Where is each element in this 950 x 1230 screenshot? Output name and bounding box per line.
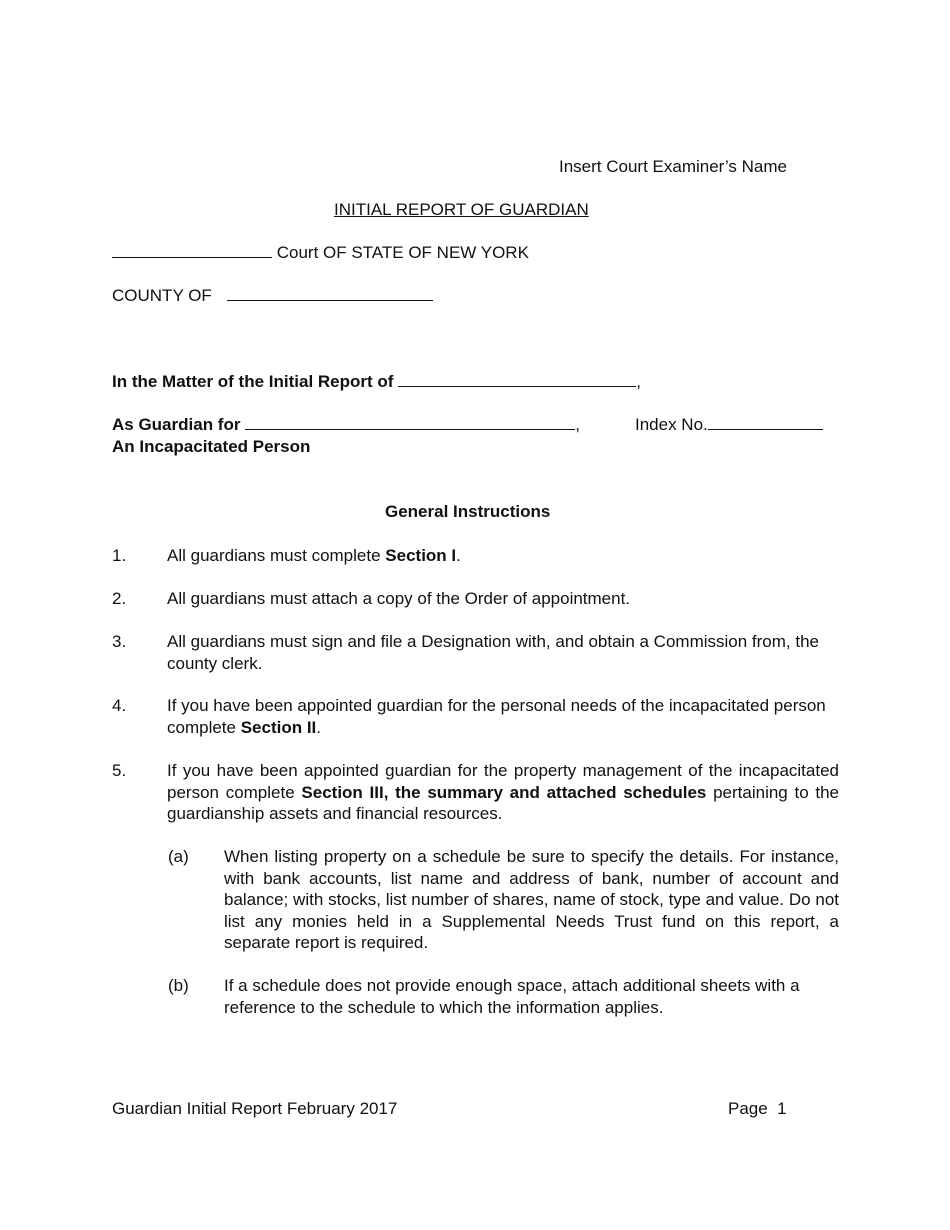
matter-label: In the Matter of the Initial Report of — [112, 372, 394, 391]
footer-document-info: Guardian Initial Report February 2017 — [112, 1099, 398, 1118]
list-item-bold: Section III, the summary and attached schedules — [301, 782, 707, 802]
guardian-for-label: As Guardian for — [112, 415, 241, 434]
list-item — [167, 631, 827, 674]
court-line — [112, 242, 529, 263]
court-name-blank[interactable] — [112, 242, 272, 258]
sub-item-label: (b) — [168, 976, 189, 995]
court-examiner-name: Insert Court Examiner’s Name — [559, 157, 788, 176]
list-item-text: If you have been appointed guardian for the property management of the incapacitated person complete — [167, 761, 839, 802]
footer-page — [728, 1098, 787, 1119]
list-item-number: 1. — [112, 546, 127, 565]
guardian-for-blank[interactable] — [245, 414, 575, 430]
matter-line — [112, 371, 641, 392]
page-label: Page — [728, 1099, 768, 1118]
document-title: INITIAL REPORT OF GUARDIAN — [334, 200, 589, 219]
instructions-heading-text: General Instructions — [385, 502, 551, 521]
instructions-heading — [385, 501, 550, 522]
list-item-number: 2. — [112, 589, 127, 608]
list-item-text-end: pertaining to the guardianship assets and financial resources. — [167, 782, 839, 823]
list-item — [167, 695, 839, 738]
list-item — [167, 760, 839, 825]
county-blank[interactable] — [227, 285, 433, 301]
guardian-for-line — [112, 414, 580, 435]
list-item-text: All guardians must attach a copy of the Order of appointment. — [167, 589, 631, 608]
list-item-number: 3. — [112, 632, 127, 651]
list-item — [167, 545, 839, 567]
sub-item-label: (a) — [168, 847, 189, 866]
court-line-text: Court OF STATE OF NEW YORK — [272, 243, 529, 262]
index-number-line — [635, 414, 823, 435]
list-item-bold: Section II — [240, 717, 317, 737]
county-label: COUNTY OF — [112, 286, 212, 305]
list-item-number: 5. — [112, 761, 127, 780]
list-item-bold: Section I — [385, 546, 457, 565]
matter-name-blank[interactable] — [398, 371, 636, 387]
list-item — [167, 588, 839, 610]
index-number-blank[interactable] — [708, 414, 823, 430]
incapacitated-person-text: An Incapacitated Person — [112, 437, 311, 456]
matter-comma: , — [636, 372, 641, 391]
index-label: Index No. — [635, 415, 708, 434]
list-item-text: All guardians must sign and file a Designation with, and obtain a Commission from, the county clerk. — [167, 632, 820, 673]
page-number: 1 — [777, 1099, 787, 1118]
list-item-text: If you have been appointed guardian for the personal needs of the incapacitated person complete — [167, 696, 826, 737]
guardian-comma: , — [575, 415, 580, 434]
sub-item-text: If a schedule does not provide enough space, attach additional sheets with a reference to the schedule to which the information applies. — [224, 976, 800, 1017]
list-item-text-end: . — [456, 546, 461, 565]
county-line — [112, 285, 433, 306]
list-item-number: 4. — [112, 696, 127, 715]
list-item-text-end: . — [316, 717, 322, 737]
incapacitated-person-label — [112, 436, 310, 457]
sub-item-text: When listing property on a schedule be sure to specify the details. For instance, with bank accounts, list name and address of bank, number of account and balance; with stocks, list number of shares, name of stock, type and value. Do not list any monies held in a Supplemental Needs Trust fund on this report, a separate report is required. — [224, 847, 839, 952]
list-item-text: All guardians must complete — [167, 546, 386, 565]
